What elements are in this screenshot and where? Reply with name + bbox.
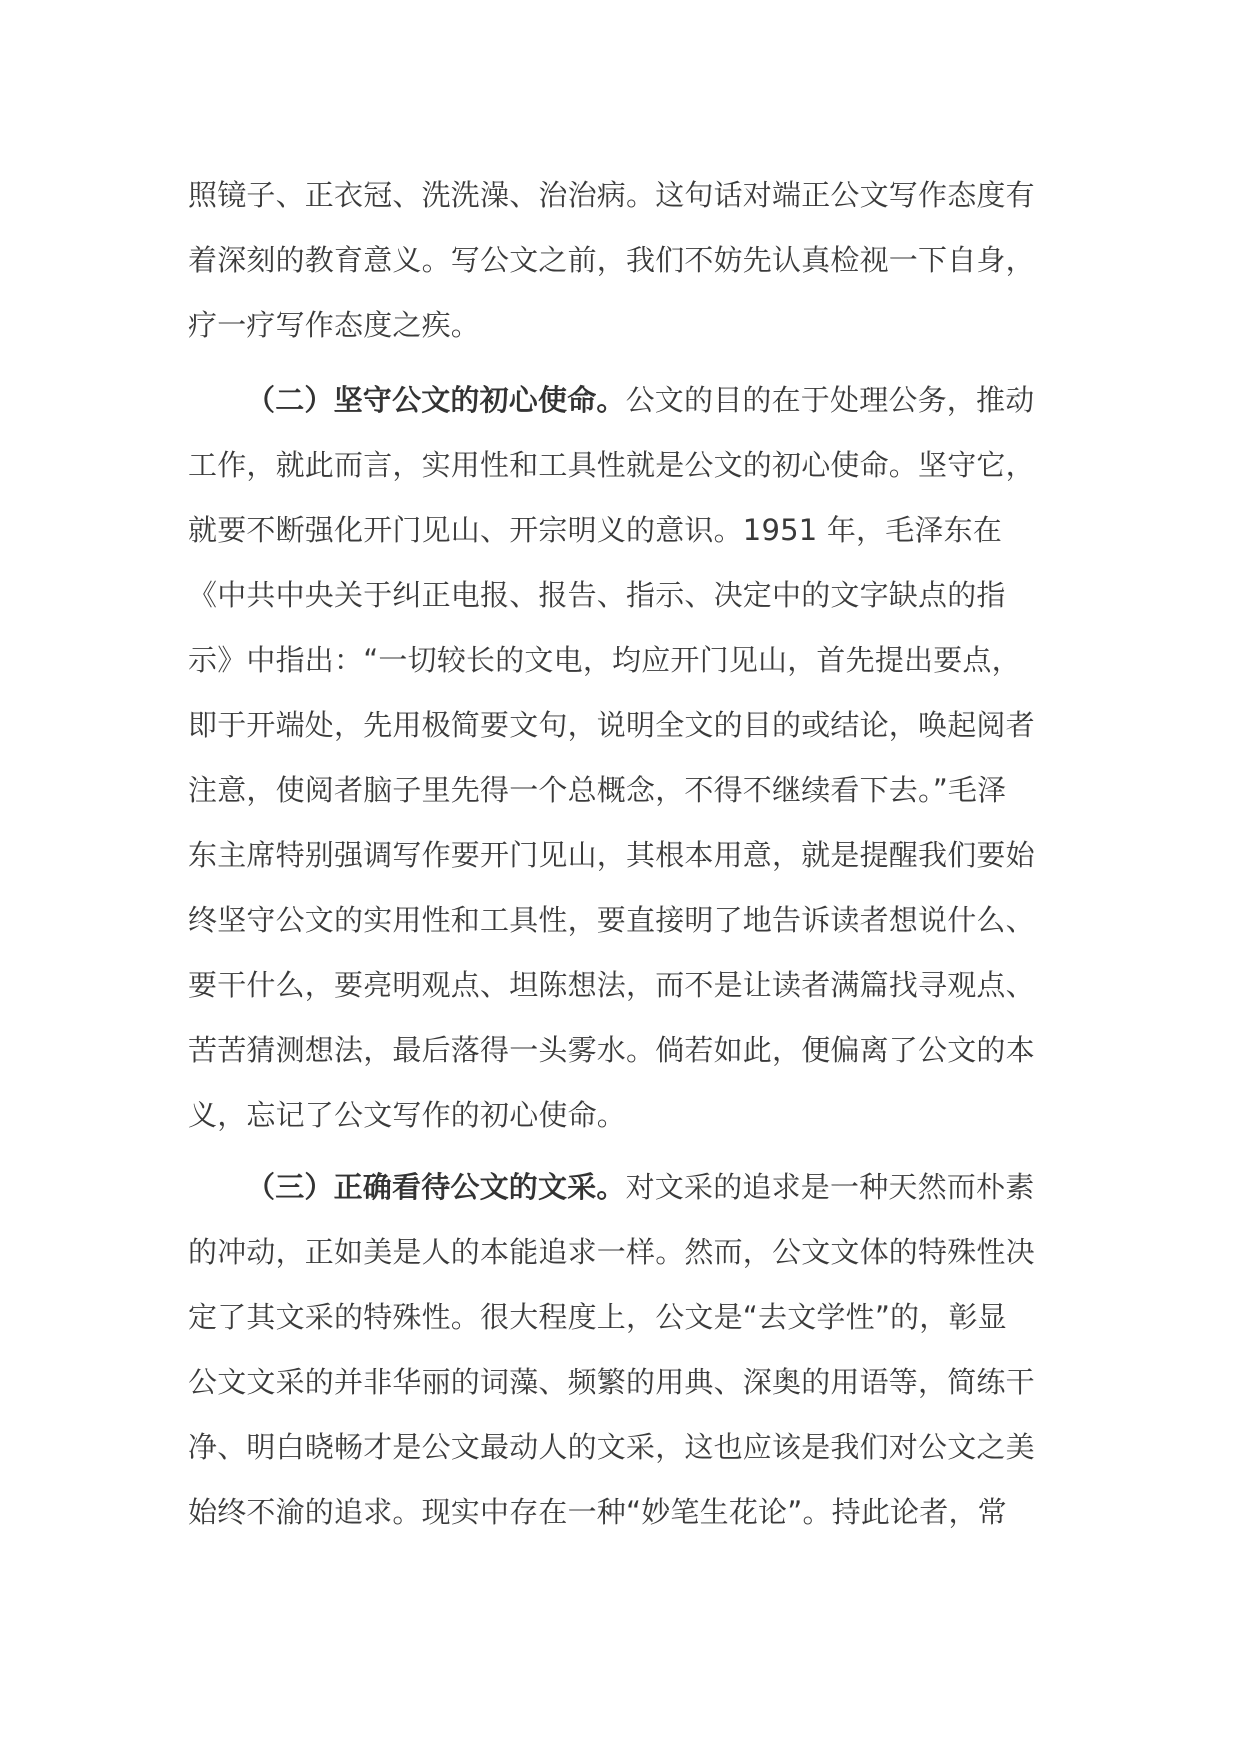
text-line: 照镜子、正衣冠、洗洗澡、治治病。这句话对端正公文写作态度有 — [188, 178, 1035, 212]
text-line: 示》中指出：“一切较长的文电，均应开门见山，首先提出要点， — [188, 643, 1021, 677]
text-line: 公文文采的并非华丽的词藻、频繁的用典、深奥的用语等，简练干 — [188, 1365, 1035, 1399]
text-line: 注意，使阅者脑子里先得一个总概念，不得不继续看下去。”毛泽 — [188, 773, 1007, 807]
section-2-heading: （二）坚守公文的初心使命。 — [246, 383, 626, 417]
section-2-first-line — [188, 368, 1058, 433]
text-line: 定了其文采的特殊性。很大程度上，公文是“去文学性”的，彰显 — [188, 1300, 1007, 1334]
paragraph-section-3 — [188, 1155, 1058, 1545]
section-3-first-line — [188, 1155, 1058, 1220]
text-line: 东主席特别强调写作要开门见山，其根本用意，就是提醒我们要始 — [188, 838, 1035, 872]
section-2-first-line-text: 公文的目的在于处理公务，推动 — [625, 383, 1035, 417]
text-line: 《中共中央关于纠正电报、报告、指示、决定中的文字缺点的指 — [188, 578, 1006, 612]
text-line: 疗一疗写作态度之疾。 — [188, 308, 481, 342]
text-line: 着深刻的教育意义。写公文之前，我们不妨先认真检视一下自身， — [188, 243, 1035, 277]
section-3-heading: （三）正确看待公文的文采。 — [246, 1170, 626, 1204]
text-line: 即于开端处，先用极简要文句，说明全文的目的或结论，唤起阅者 — [188, 708, 1035, 742]
text-line: 工作，就此而言，实用性和工具性就是公文的初心使命。坚守它， — [188, 448, 1035, 482]
section-3-first-line-text: 对文采的追求是一种天然而朴素 — [625, 1170, 1035, 1204]
text-line: 要干什么，要亮明观点、坦陈想法，而不是让读者满篇找寻观点、 — [188, 968, 1035, 1002]
text-line: 始终不渝的追求。现实中存在一种“妙笔生花论”。持此论者，常 — [188, 1495, 1007, 1529]
text-line: 义，忘记了公文写作的初心使命。 — [188, 1098, 627, 1132]
text-line: 苦苦猜测想法，最后落得一头雾水。倘若如此，便偏离了公文的本 — [188, 1033, 1035, 1067]
paragraph-continuation — [188, 163, 1058, 358]
paragraph-section-2 — [188, 368, 1058, 1148]
text-line: 终坚守公文的实用性和工具性，要直接明了地告诉读者想说什么、 — [188, 903, 1035, 937]
text-line: 净、明白晓畅才是公文最动人的文采，这也应该是我们对公文之美 — [188, 1430, 1035, 1464]
text-line: 的冲动，正如美是人的本能追求一样。然而，公文文体的特殊性决 — [188, 1235, 1035, 1269]
text-line: 就要不断强化开门见山、开宗明义的意识。1951 年，毛泽东在 — [188, 513, 1003, 547]
